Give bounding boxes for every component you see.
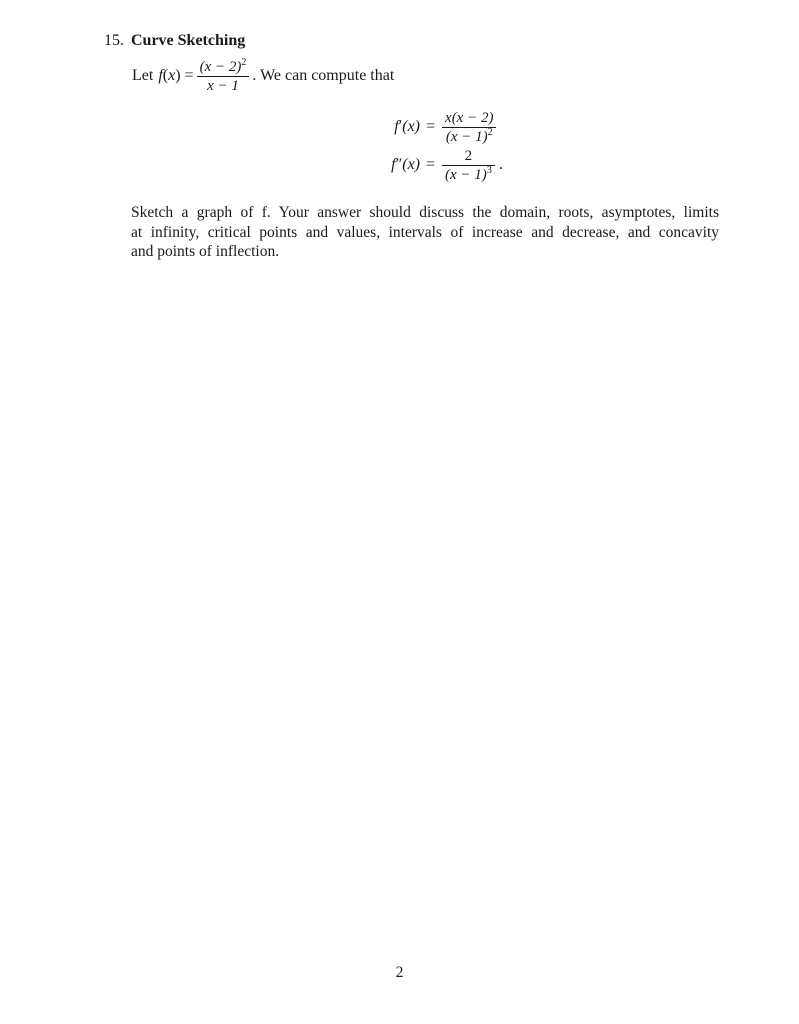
instruction-line-3: and points of inflection. [131, 243, 280, 260]
statement-tail: . We can compute that [252, 67, 395, 84]
derivative-argument: (x) [402, 118, 420, 135]
first-derivative-equation [362, 108, 522, 146]
instruction-line-1: Sketch a graph of f. Your answer should discuss the domain, roots, asymptotes, limits [131, 204, 719, 221]
function-equals: ) = [175, 67, 194, 84]
equals-sign: = [426, 156, 436, 173]
derivative-argument: (x) [402, 156, 420, 173]
first-derivative-denominator [443, 128, 496, 146]
denominator-base: (x − 1) [445, 166, 487, 183]
fraction-numerator [197, 58, 250, 76]
equals-sign: = [426, 118, 436, 135]
denominator-exponent: 3 [486, 164, 492, 176]
derivative-function-name: f [394, 118, 399, 135]
page-number: 2 [395, 964, 404, 981]
numerator-exponent: 2 [241, 56, 247, 68]
function-paren-open: ( [162, 67, 169, 84]
function-name: f [158, 67, 163, 84]
second-derivative-denominator [442, 166, 495, 184]
second-derivative-lhs [362, 156, 420, 174]
derivative-equations [362, 108, 522, 184]
fraction-denominator: x − 1 [207, 77, 239, 94]
function-variable: x [168, 67, 176, 84]
problem-title: Curve Sketching [131, 32, 246, 49]
statement-lead: Let [132, 67, 154, 84]
prime-mark: ′ [398, 118, 403, 135]
first-derivative-fraction [442, 109, 496, 146]
second-derivative-equation [362, 146, 522, 184]
first-derivative-numerator: x(x − 2) [445, 109, 494, 126]
second-derivative-fraction [442, 147, 495, 184]
derivative-function-name: f [391, 156, 396, 173]
instruction-paragraph [131, 203, 719, 262]
double-prime-mark: ″ [395, 156, 403, 173]
numerator-base: (x − 2) [199, 58, 242, 75]
denominator-exponent: 2 [487, 126, 493, 138]
denominator-base: (x − 1) [445, 128, 488, 145]
problem-number: 15. [104, 32, 124, 49]
problem-heading [104, 31, 245, 51]
second-derivative-numerator: 2 [464, 147, 473, 164]
function-definition [132, 56, 394, 96]
function-fraction [197, 58, 250, 95]
instruction-line-2: at infinity, critical points and values, intervals of increase and decrease, and concavity [131, 223, 719, 241]
equation-trailing-punctuation: . [498, 156, 503, 173]
first-derivative-lhs [362, 118, 420, 136]
